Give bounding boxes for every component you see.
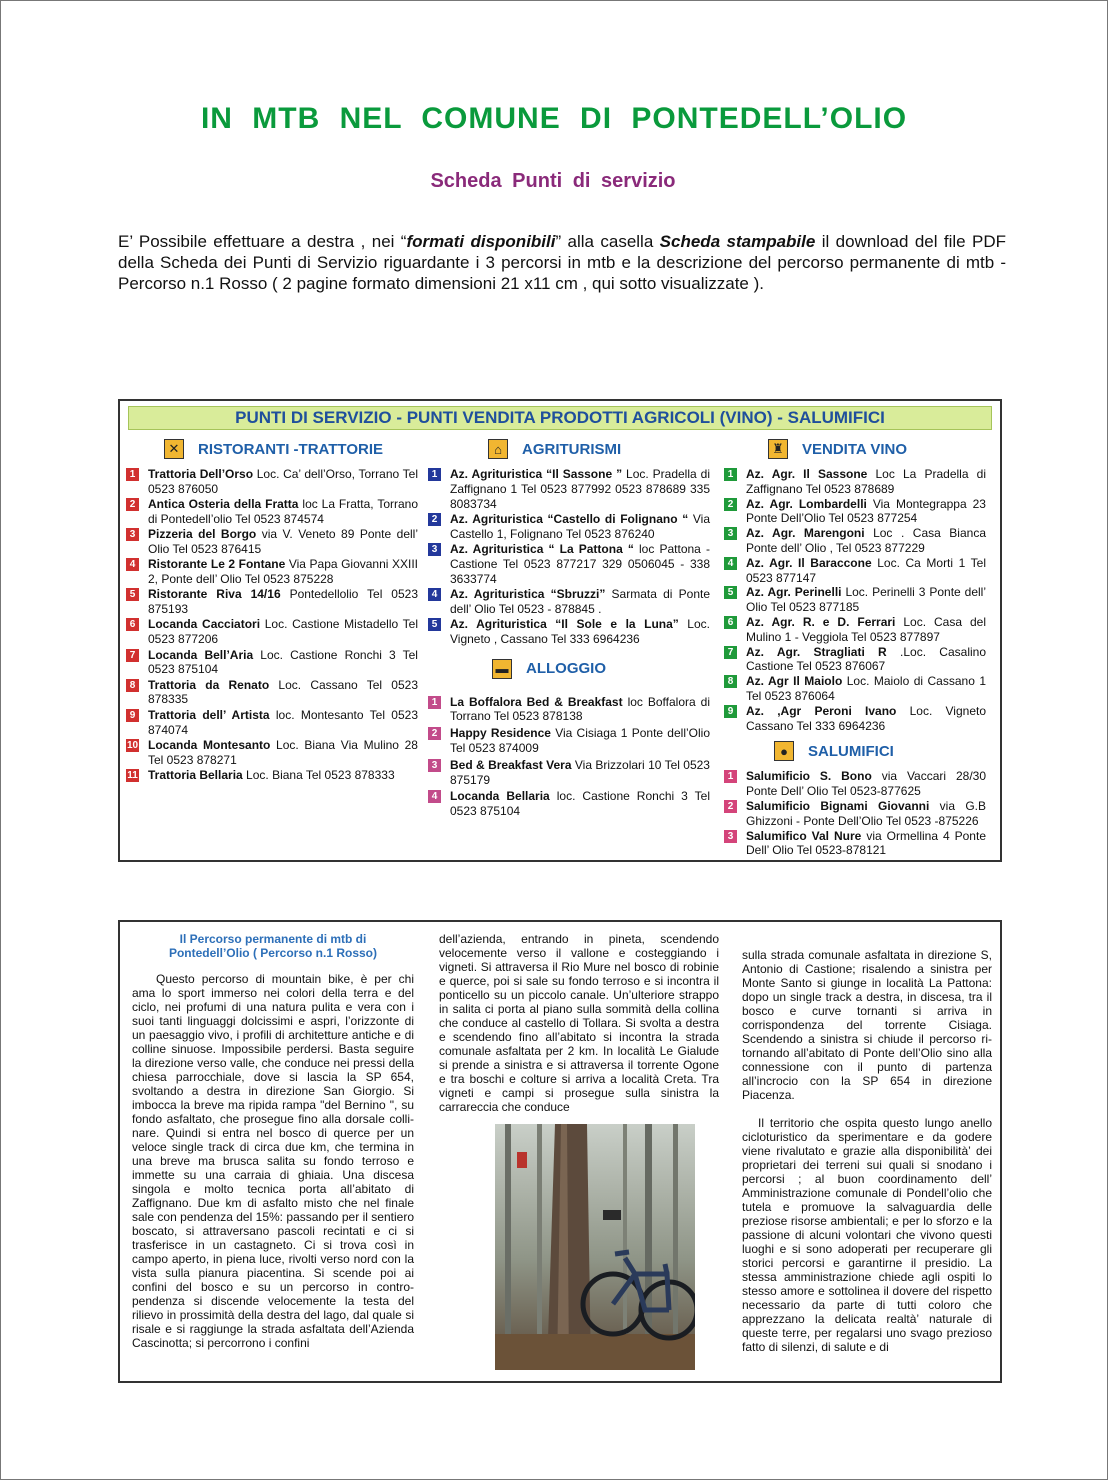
agriturismi-title: AGRITURISMI	[522, 440, 622, 458]
item-name: Az. Agr. Il Sassone	[746, 467, 868, 481]
list-item	[724, 829, 986, 859]
item-details: Via Castello 1, Folignano Tel 0523 876240	[450, 511, 710, 541]
item-number-badge: 7	[724, 646, 737, 659]
item-name: Ristorante Riva 14/16	[148, 587, 281, 602]
item-details: via Vaccari 28/30 Ponte Dell’ Olio Tel 0523-877625	[746, 769, 986, 799]
route-text-3b: Il territorio che ospita questo lungo anello cicloturistico da sperimentare e da godere viene rivalutato e grazie alla disponibilità’ dei proprietari dei terreni sui quali si snodano i percorsi ; al buon coordinamento dell’ Amministrazione comunale di Pondell’olio che tutela e promuove la salvaguardia delle preziose risorse ambientali; e per lo sforzo e la passione di alcuni volontari che vivono questi luoghi e si sono adoperati per recuperare gli storici percorsi e garantirne il presidio. La stessa amministrazione chiede agli ospiti lo stesso amore e sottolinea il dovere del rispetto necessario da parte di tutti coloro che apprezzano la delicata realtà’ naturale di queste terre, per regalarsi uno svago prezioso fatto di silenzi, di salute e di	[742, 1116, 992, 1354]
list-item	[724, 674, 986, 704]
item-details: via Ormellina 4 Ponte Dell’ Olio Tel 0523-878121	[746, 828, 986, 858]
bed-icon: ▬	[492, 659, 512, 679]
list-item	[724, 769, 986, 799]
item-number-badge: 5	[428, 618, 441, 631]
item-details: Loc. Perinelli 3 Ponte dell’ Olio Tel 0523 877185	[746, 585, 987, 615]
item-details: Via Papa Giovanni XXIII 2, Ponte dell’ Olio Tel 0523 875228	[148, 557, 419, 587]
intro-paragraph: E’ Possibile effettuare a destra , nei “formati disponibili” alla casella Scheda stampabile il download del file PDF della Scheda dei Punti di Servizio riguardante i 3 percorsi in mtb e la descrizione del percorso permanente di mtb - Percorso n.1 Rosso ( 2 pagine formato dimensioni 21 x11 cm , qui sotto visualizzate ).	[118, 232, 1006, 293]
item-details: Loc. Ca Morti 1 Tel 0523 877147	[746, 555, 987, 585]
item-name: Az. Agrituristica “Castello di Folignano “	[450, 511, 689, 526]
list-item	[724, 799, 986, 829]
item-name: Salumificio S. Bono	[746, 769, 872, 784]
list-item	[126, 738, 418, 768]
mtb-bike-photo	[495, 1124, 695, 1370]
item-number-badge: 2	[724, 800, 737, 813]
item-name: Az. Agrituristica “Sbruzzi”	[450, 586, 606, 601]
salami-icon: ●	[774, 741, 794, 761]
item-name: Locanda Cacciatori	[148, 617, 261, 632]
ristoranti-column	[126, 437, 418, 783]
list-item	[428, 695, 710, 725]
list-item	[126, 467, 418, 497]
list-item	[126, 527, 418, 557]
list-item	[428, 758, 710, 788]
route-sheet	[118, 920, 1002, 1383]
list-item	[724, 556, 986, 586]
item-number-badge: 3	[724, 830, 737, 843]
item-name: Az. Agr. Stragliati R	[746, 644, 887, 659]
item-name: Az. Agr. Lombardelli	[746, 496, 867, 511]
item-name: Antica Osteria della Fratta	[148, 497, 299, 512]
item-number-badge: 5	[724, 586, 737, 599]
farmhouse-icon: ⌂	[488, 439, 508, 459]
agriturismi-column	[428, 437, 710, 821]
route-text-2: dell’azienda, entrando in pineta, scendendo velocemente verso il vallone e costeggiando i vigneti. Si attraversa il Rio Mure nel bosco di robinie e querce, poi si sale su fondo terroso e si incontra il ponticello su un piccolo canale. Un’ulteriore strappo in salita ci porta al piano sulla sommità della collina che conduce al castello di Tollara. Si svolta a destra e scendendo fino all’abitato si incontra la strada comunale asfaltata per 2 km. In località Le Gialude si prende a sinistra e si attraversa il torrente Ogone e tra boschi e colture si arriva a località Creta. Tra vigneti e campi si prosegue sulla sinistra la carrareccia che conduce	[439, 932, 719, 1114]
item-number-badge: 1	[724, 770, 737, 783]
list-item	[126, 708, 418, 738]
item-number-badge: 4	[428, 790, 441, 803]
list-item	[126, 557, 418, 587]
item-name: Locanda Bellaria	[450, 789, 550, 804]
item-name: Ristorante Le 2 Fontane	[148, 557, 286, 572]
route-text-1: Questo percorso di mountain bike, è per chi ama lo sport immerso nei colori della terra e del ciclo, nei profumi di una natura pulita e vera con i suoi tanti linguaggi dolcissimi e aspri, l’orizzonte di un paesaggio vivo, i profili di architetture antiche e di colline sinuose. Impossibile perdersi. Basta seguire la direzione verso valle, che conduce nei pressi della chiesa parrocchiale, dove si lascia la SP 654, svoltando a destra in direzione San Giorgio. Si imbocca la breve ma ripida rampa "del Bernino ", su fondo asfaltato, che prosegue fino alla dorsale colli-nare. Quindi si entra nel bosco di querce per un veloce single track di circa due km, che termina in una breve ma brusca salita su fondo terroso e immette su una carraia di ghiaia. Una discesa singola e molto tecnica porta all’abitato di Zaffignano. Due km di asfalto misto che nel finale sale con pendenza del 15%: passando per il sentiero boscato, si attraversano pascoli recintati e ci si trasferisce in un castagneto. Ci si trova così in campo aperto, in piena luce, rivolti verso nord con la vista sulla pianura piacentina. Si scende poi ai confini del bosco e su un percorso in contro-pendenza si discende velocemente la testa del rilievo in prossimità della destra del lago, dal quale si risale e si raggiunge la strada asfaltata dell’Azienda Cascinotta; si percorrono i confini	[132, 972, 414, 1350]
item-details: Loc . Casa Bianca Ponte dell’ Olio , Tel 0523 877229	[746, 526, 986, 555]
item-details: Sarmata di Ponte dell’ Olio Tel 0523 - 878845 .	[450, 586, 710, 616]
route-heading: Il Percorso permanente di mtb di Pontedell’Olio ( Percorso n.1 Rosso)	[168, 932, 378, 960]
item-number-badge: 4	[724, 557, 737, 570]
item-number-badge: 3	[428, 543, 441, 556]
fork-knife-icon: ✕	[164, 439, 184, 459]
item-number-badge: 2	[428, 513, 441, 526]
item-number-badge: 10	[126, 739, 139, 751]
list-item	[126, 617, 418, 647]
item-details: via V. Veneto 89 Ponte dell’ Olio Tel 0523 876415	[148, 527, 418, 556]
item-name: Salumificio Bignami Giovanni	[746, 798, 930, 813]
item-number-badge: 6	[126, 618, 139, 631]
list-item	[428, 542, 710, 586]
item-number-badge: 6	[724, 616, 737, 629]
item-name: Az. Agr. Il Baraccone	[746, 555, 872, 570]
list-item	[724, 645, 986, 675]
item-number-badge: 4	[428, 588, 441, 601]
item-number-badge: 1	[428, 468, 441, 481]
list-item	[126, 768, 418, 783]
item-name: Az. Agr. Perinelli	[746, 585, 842, 600]
item-name: Az. Agrituristica “ La Pattona “	[450, 541, 634, 556]
item-number-badge: 7	[126, 649, 139, 662]
salumifici-title: SALUMIFICI	[808, 742, 894, 760]
item-details: Pontedellolio Tel 0523 875193	[148, 587, 419, 617]
list-item	[126, 678, 418, 708]
item-details: Loc. Castione Ronchi 3 Tel 0523 875104	[148, 647, 418, 677]
item-number-badge: 8	[724, 675, 737, 688]
item-name: Az. Agr. R. e D. Ferrari	[746, 614, 896, 629]
route-column-1	[132, 932, 414, 1350]
item-name: Az. ,Agr Peroni Ivano	[746, 703, 897, 718]
vino-column	[724, 437, 986, 858]
item-details: loc Pattona - Castione Tel 0523 877217 329 0506045 - 338 3633774	[450, 541, 710, 586]
item-details: via G.B Ghizzoni - Ponte Dell’Olio Tel 0523 -875226	[746, 798, 986, 828]
wine-bottle-icon: ♜	[768, 439, 788, 459]
list-item	[428, 467, 710, 511]
page-subtitle: Scheda Punti di servizio	[430, 170, 676, 192]
list-item	[126, 648, 418, 678]
route-column-3	[742, 948, 992, 1354]
item-details: Loc. Vigneto Cassano Tel 333 6964236	[746, 703, 986, 733]
item-number-badge: 8	[126, 679, 139, 692]
item-details: .Loc. Casalino Castione Tel 0523 876067	[746, 644, 986, 674]
item-details: Loc La Pradella di Zaffignano Tel 0523 878689	[746, 467, 986, 496]
item-name: Salumifico Val Nure	[746, 828, 862, 843]
list-item	[428, 587, 710, 617]
list-item	[428, 512, 710, 542]
item-name: Az. Agr. Marengoni	[746, 526, 865, 541]
item-details: Loc. Biana Via Mulino 28 Tel 0523 878271	[148, 737, 418, 767]
item-name: La Boffalora Bed & Breakfast	[450, 694, 623, 709]
services-header: PUNTI DI SERVIZIO - PUNTI VENDITA PRODOTTI AGRICOLI (VINO) - SALUMIFICI	[128, 406, 992, 430]
list-item	[126, 497, 418, 527]
item-details: Loc. Castione Mistadello Tel 0523 877206	[148, 617, 419, 647]
vino-title: VENDITA VINO	[802, 440, 908, 458]
list-item	[126, 587, 418, 617]
formati-disponibili-link[interactable]: formati disponibili	[406, 232, 556, 251]
item-number-badge: 4	[126, 558, 139, 571]
item-name: Pizzeria del Borgo	[148, 527, 257, 542]
item-name: Locanda Bell’Aria	[148, 647, 254, 662]
item-name: Az. Agr Il Maiolo	[746, 674, 843, 689]
item-details: Loc. Pradella di Zaffignano 1 Tel 0523 877992 0523 878689 335 8083734	[450, 467, 710, 511]
item-name: Trattoria Bellaria	[148, 767, 243, 782]
item-details: Loc. Maiolo di Cassano 1 Tel 0523 876064	[746, 674, 987, 703]
item-number-badge: 3	[724, 527, 737, 540]
route-column-2	[439, 932, 719, 1114]
list-item	[724, 467, 986, 497]
item-number-badge: 3	[428, 759, 441, 772]
item-number-badge: 2	[428, 727, 441, 740]
item-name: Az. Agrituristica “Il Sole e la Luna”	[450, 616, 679, 631]
item-details: Via Montegrappa 23 Ponte Dell’Olio Tel 0523 877254	[746, 496, 986, 526]
services-sheet	[118, 399, 1002, 862]
item-number-badge: 5	[126, 588, 139, 601]
item-number-badge: 1	[126, 468, 139, 481]
page-title: IN MTB NEL COMUNE DI PONTEDELL’OLIO	[200, 102, 908, 135]
list-item	[428, 789, 710, 819]
item-name: Trattoria da Renato	[148, 677, 270, 692]
scheda-stampabile-link[interactable]: Scheda stampabile	[659, 232, 816, 251]
item-number-badge: 1	[724, 468, 737, 481]
item-name: Az. Agrituristica “Il Sassone ”	[450, 467, 623, 481]
item-name: Trattoria Dell’Orso	[148, 467, 254, 481]
list-item	[428, 617, 710, 647]
item-details: loc Boffalora di Torrano Tel 0523 878138	[450, 694, 710, 724]
item-name: Locanda Montesanto	[148, 737, 271, 752]
alloggio-title: ALLOGGIO	[526, 660, 606, 678]
item-details: Loc. Vigneto , Cassano Tel 333 6964236	[450, 616, 710, 646]
item-number-badge: 3	[126, 528, 139, 541]
item-details: Loc. Ca’ dell’Orso, Torrano Tel 0523 876050	[148, 467, 418, 496]
list-item	[724, 704, 986, 734]
item-details: loc. Castione Ronchi 3 Tel 0523 875104	[450, 789, 710, 819]
item-name: Trattoria dell’ Artista	[148, 707, 270, 722]
list-item	[724, 526, 986, 556]
route-text-3a: sulla strada comunale asfaltata in direzione S, Antonio di Castione; risalendo a sinistra per Monte Santo si giunge in località La Pattona: dopo un single track a destra, in discesa, tra il bosco e curve tornanti si arriva in corrispondenza del torrente Cisiaga. Scendendo a sinistra si chiude il percorso ri-tornando all’abitato di Ponte dell’Olio sino alla connessione con il punto di partenza all’incrocio con la SP 654 in direzione Piacenza.	[742, 948, 992, 1102]
item-details: loc La Fratta, Torrano di Pontedell’olio Tel 0523 874574	[148, 497, 419, 526]
item-details: Loc. Cassano Tel 0523 878335	[148, 677, 418, 707]
list-item	[724, 615, 986, 645]
item-number-badge: 11	[127, 769, 138, 781]
item-details: Via Brizzolari 10 Tel 0523 875179	[450, 757, 710, 787]
item-name: Bed & Breakfast Vera	[450, 757, 572, 772]
item-name: Happy Residence	[450, 726, 551, 741]
item-details: Via Cisiaga 1 Ponte dell’Olio Tel 0523 874009	[450, 726, 710, 755]
list-item	[724, 497, 986, 527]
item-details: Loc. Biana Tel 0523 878333	[242, 767, 395, 782]
item-number-badge: 2	[724, 498, 737, 511]
item-details: Loc. Casa del Mulino 1 - Veggiola Tel 0523 877897	[746, 614, 986, 644]
item-number-badge: 1	[428, 696, 441, 709]
list-item	[428, 726, 710, 756]
item-number-badge: 9	[724, 705, 737, 718]
ristoranti-title: RISTORANTI -TRATTORIE	[198, 440, 383, 458]
list-item	[724, 585, 986, 615]
item-details: loc. Montesanto Tel 0523 874074	[148, 707, 418, 737]
item-number-badge: 2	[126, 498, 139, 511]
item-number-badge: 9	[126, 709, 139, 722]
